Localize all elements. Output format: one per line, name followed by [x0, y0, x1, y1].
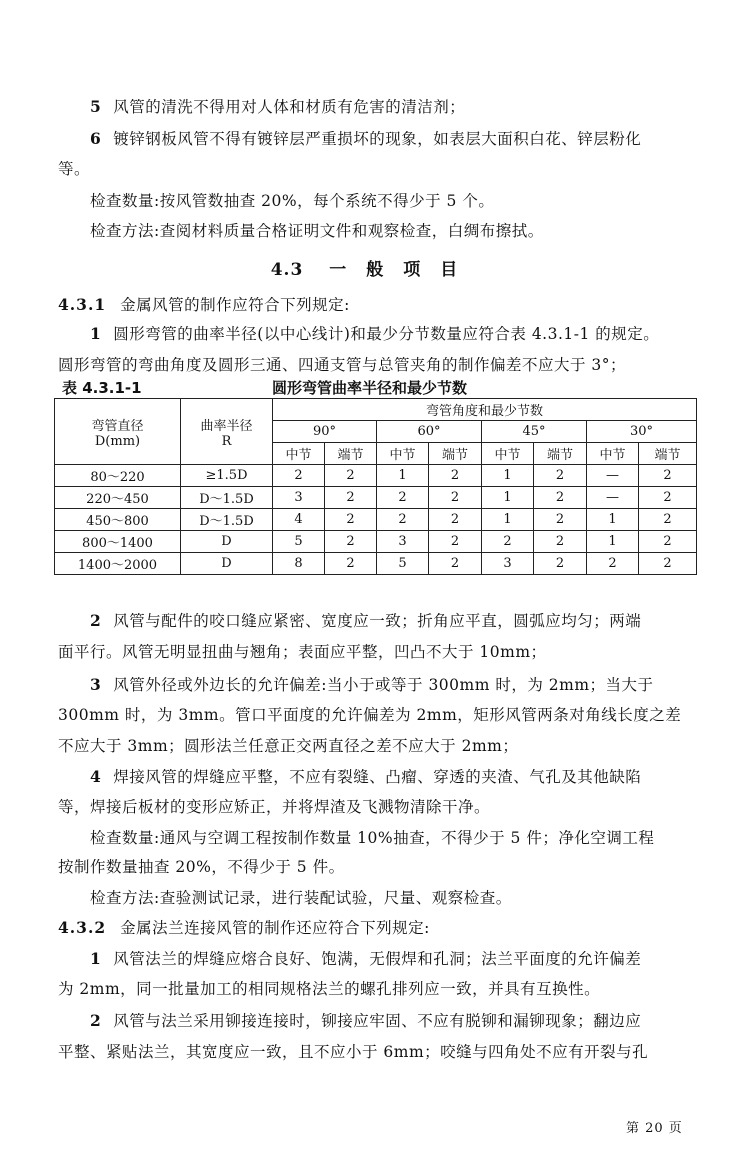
clause-4-3-2-item-2 [90, 1011, 698, 1031]
cell-value: 2 [534, 509, 587, 531]
cell-value: 2 [534, 465, 587, 487]
section-number: 4.3 [270, 260, 304, 280]
item-text: 风管与配件的咬口缝应紧密、宽度应一致；折角应平直，圆弧应均匀；两端 [113, 612, 642, 630]
cell-value: 1 [587, 509, 639, 531]
cell-value: 1 [377, 465, 429, 487]
cell-value: 2 [639, 509, 697, 531]
header-radius [181, 399, 273, 465]
item-text: 镀锌钢板风管不得有镀锌层严重损坏的现象，如表层大面积白花、锌层粉化 [113, 130, 642, 148]
cell-value: 2 [639, 465, 697, 487]
item-5 [90, 97, 698, 117]
header-sub: 中节 [273, 443, 325, 465]
cell-value: 8 [273, 553, 325, 575]
header-radius-label: 曲率半径 [200, 418, 253, 434]
cell-value: 2 [429, 553, 482, 575]
header-sub: 端节 [639, 443, 697, 465]
cell-radius: D [181, 531, 273, 553]
cell-value: 2 [534, 531, 587, 553]
cell-value: 5 [273, 531, 325, 553]
header-diameter [55, 399, 181, 465]
clause-4-3-1-item-3-continued: 不应大于 3mm；圆形法兰任意正交两直径之差不应大于 2mm； [58, 737, 519, 755]
cell-radius: D～1.5D [181, 509, 273, 531]
section-title: 一般项目 [329, 260, 478, 280]
clause-4-3-1-item-4-continued: 等，焊接后板材的变形应矫正，并将焊渣及飞溅物清除干净。 [58, 798, 491, 816]
cell-value: 2 [587, 553, 639, 575]
header-diameter-unit: D(mm) [94, 433, 141, 449]
check-quantity: 检查数量:按风管数抽查 20%，每个系统不得少于 5 个。 [90, 192, 495, 210]
cell-value: 2 [639, 531, 697, 553]
clause-4-3-1-item-1 [90, 324, 698, 344]
clause-4-3-1-item-1-continued: 圆形弯管的弯曲角度及圆形三通、四通支管与总管夹角的制作偏差不应大于 3°； [58, 356, 627, 374]
cell-value: — [587, 465, 639, 487]
cell-value: 2 [273, 465, 325, 487]
item-number: 5 [90, 97, 102, 116]
cell-value: 2 [534, 553, 587, 575]
item-6-continued: 等。 [58, 160, 91, 178]
header-radius-symbol: R [221, 433, 232, 449]
header-angle: 45° [482, 421, 587, 443]
header-angle: 30° [587, 421, 697, 443]
clause-text: 金属风管的制作应符合下列规定: [120, 296, 350, 314]
cell-value: 2 [639, 553, 697, 575]
cell-diameter: 450～800 [55, 509, 181, 531]
cell-radius: D～1.5D [181, 487, 273, 509]
cell-value: 1 [482, 487, 534, 509]
cell-value: 2 [429, 465, 482, 487]
table-row [55, 465, 697, 487]
cell-value: 3 [482, 553, 534, 575]
item-number: 2 [90, 611, 102, 630]
check-method: 检查方法:查验测试记录，进行装配试验，尺量、观察检查。 [90, 889, 512, 907]
cell-value: 5 [377, 553, 429, 575]
cell-value: 2 [482, 531, 534, 553]
cell-value: 4 [273, 509, 325, 531]
cell-value: 2 [534, 487, 587, 509]
header-angle: 60° [377, 421, 482, 443]
item-number: 3 [90, 675, 102, 694]
item-text: 圆形弯管的曲率半径(以中心线计)和最少分节数量应符合表 4.3.1-1 的规定。 [113, 325, 660, 343]
header-angle: 90° [273, 421, 377, 443]
item-number: 4 [90, 767, 102, 786]
check-quantity: 检查数量:通风与空调工程按制作数量 10%抽查，不得少于 5 件；净化空调工程 [90, 829, 655, 847]
cell-value: 3 [273, 487, 325, 509]
cell-value: 2 [325, 553, 377, 575]
cell-value: 2 [429, 509, 482, 531]
cell-value: 2 [377, 487, 429, 509]
clause-4-3-1-item-2-continued: 面平行。风管无明显扭曲与翘角；表面应平整，凹凸不大于 10mm； [58, 643, 547, 661]
bend-radius-table [54, 398, 697, 575]
clause-4-3-2-item-1 [90, 949, 698, 969]
header-sub: 端节 [429, 443, 482, 465]
cell-value: 3 [377, 531, 429, 553]
item-number: 6 [90, 129, 102, 148]
header-sub: 中节 [587, 443, 639, 465]
item-text: 风管的清洗不得用对人体和材质有危害的清洁剂； [113, 98, 466, 116]
clause-4-3-1-item-3-continued: 300mm 时，为 3mm。管口平面度的允许偏差为 2mm，矩形风管两条对角线长度之差 [58, 706, 682, 724]
cell-value: 1 [482, 509, 534, 531]
item-text: 焊接风管的焊缝应平整，不应有裂缝、凸瘤、穿透的夹渣、气孔及其他缺陷 [113, 768, 642, 786]
cell-value: 2 [325, 531, 377, 553]
header-angle-group: 弯管角度和最少节数 [273, 399, 697, 421]
cell-value: 2 [639, 487, 697, 509]
clause-number: 4.3.1 [58, 295, 107, 314]
cell-diameter: 800～1400 [55, 531, 181, 553]
clause-4-3-1-item-2 [90, 611, 698, 631]
cell-value: — [587, 487, 639, 509]
cell-radius: ≥1.5D [181, 465, 273, 487]
cell-value: 2 [325, 509, 377, 531]
clause-text: 金属法兰连接风管的制作还应符合下列规定: [120, 919, 430, 937]
clause-number: 4.3.2 [58, 918, 107, 937]
table-label: 表 4.3.1-1 [62, 379, 142, 397]
check-quantity-continued: 按制作数量抽查 20%，不得少于 5 件。 [58, 858, 345, 876]
item-text: 风管与法兰采用铆接连接时，铆接应牢固、不应有脱铆和漏铆现象；翻边应 [113, 1012, 642, 1030]
header-diameter-label: 弯管直径 [91, 418, 144, 434]
header-sub: 端节 [534, 443, 587, 465]
clause-4-3-1-item-4 [90, 767, 698, 787]
cell-value: 2 [377, 509, 429, 531]
clause-4-3-1-item-3 [90, 675, 698, 695]
cell-radius: D [181, 553, 273, 575]
section-heading [0, 255, 748, 280]
header-sub: 中节 [377, 443, 429, 465]
item-6 [90, 129, 698, 149]
cell-value: 2 [429, 487, 482, 509]
item-number: 2 [90, 1011, 102, 1030]
clause-4-3-2 [58, 918, 698, 938]
cell-diameter: 80～220 [55, 465, 181, 487]
clause-4-3-2-item-1-continued: 为 2mm，同一批量加工的相同规格法兰的螺孔排列应一致，并具有互换性。 [58, 980, 601, 998]
item-text: 风管外径或外边长的允许偏差:当小于或等于 300mm 时，为 2mm；当大于 [113, 676, 654, 694]
table-row [55, 531, 697, 553]
table-row [55, 487, 697, 509]
cell-value: 1 [587, 531, 639, 553]
header-sub: 端节 [325, 443, 377, 465]
cell-value: 1 [482, 465, 534, 487]
page-number: 第 20 页 [626, 1121, 683, 1136]
table-title: 圆形弯管曲率半径和最少节数 [272, 379, 468, 397]
table-row [55, 553, 697, 575]
table-row [55, 509, 697, 531]
cell-value: 2 [325, 465, 377, 487]
header-sub: 中节 [482, 443, 534, 465]
item-number: 1 [90, 324, 102, 343]
item-text: 风管法兰的焊缝应熔合良好、饱满，无假焊和孔洞；法兰平面度的允许偏差 [113, 950, 642, 968]
cell-diameter: 220～450 [55, 487, 181, 509]
item-number: 1 [90, 949, 102, 968]
cell-value: 2 [429, 531, 482, 553]
check-method: 检查方法:查阅材料质量合格证明文件和观察检查，白绸布擦拭。 [90, 222, 544, 240]
clause-4-3-1 [58, 295, 698, 315]
clause-4-3-2-item-2-continued: 平整、紧贴法兰，其宽度应一致，且不应小于 6mm；咬缝与四角处不应有开裂与孔 [58, 1043, 649, 1061]
cell-diameter: 1400～2000 [55, 553, 181, 575]
cell-value: 2 [325, 487, 377, 509]
